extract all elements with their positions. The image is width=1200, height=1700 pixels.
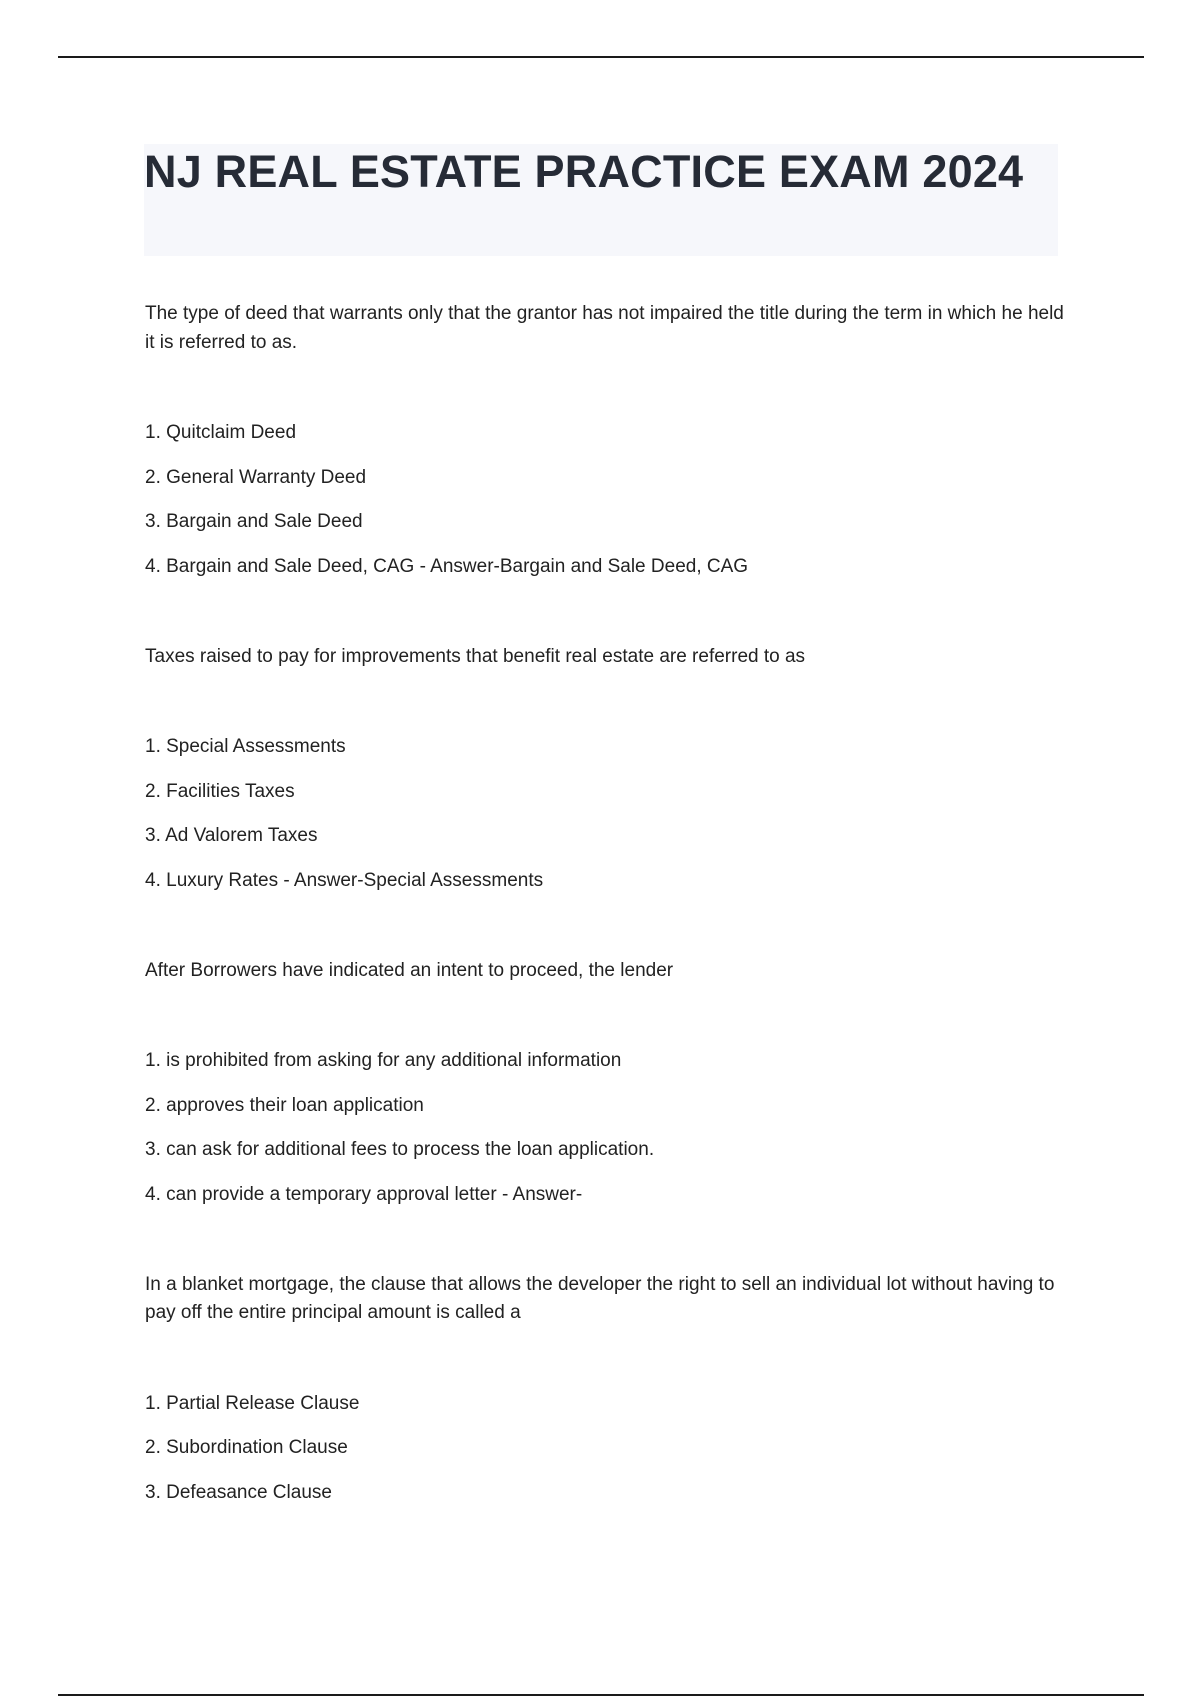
page-title: NJ REAL ESTATE PRACTICE EXAM 2024	[144, 146, 1024, 197]
answer-option: 3. can ask for additional fees to process the loan application.	[145, 1139, 655, 1160]
question-block	[145, 300, 1065, 581]
answer-option: 1. Special Assessments	[145, 736, 346, 757]
answer-option: 2. General Warranty Deed	[145, 466, 367, 488]
answer-options	[145, 419, 1065, 581]
answer-options	[145, 1047, 1065, 1209]
question-list	[145, 300, 1065, 1569]
answer-options	[145, 733, 1065, 895]
question-text: After Borrowers have indicated an intent to proceed, the lender	[145, 959, 674, 981]
answer-option: 1. is prohibited from asking for any additional information	[145, 1050, 622, 1071]
answer-option: 2. Subordination Clause	[145, 1437, 348, 1458]
question-block	[145, 957, 1065, 1209]
question-text: Taxes raised to pay for improvements that benefit real estate are referred to as	[145, 645, 806, 667]
title-banner	[144, 144, 1058, 256]
answer-option: 3. Bargain and Sale Deed	[145, 511, 363, 532]
answer-option: 3. Defeasance Clause	[145, 1481, 332, 1503]
question-text: The type of deed that warrants only that the grantor has not impaired the title during the term in which he held it is referred to as.	[145, 303, 1064, 353]
top-divider	[58, 56, 1144, 58]
bottom-divider	[58, 1694, 1144, 1696]
answer-options	[145, 1390, 1065, 1507]
answer-option: 2. approves their loan application	[145, 1094, 424, 1116]
question-text: In a blanket mortgage, the clause that allows the developer the right to sell an individual lot without having to pay off the entire principal amount is called a	[145, 1273, 1055, 1323]
answer-option: 4. can provide a temporary approval letter - Answer-	[145, 1183, 583, 1205]
answer-option: 4. Luxury Rates - Answer-Special Assessments	[145, 869, 544, 891]
answer-option: 3. Ad Valorem Taxes	[145, 825, 318, 846]
answer-option: 4. Bargain and Sale Deed, CAG - Answer-Bargain and Sale Deed, CAG	[145, 555, 749, 577]
question-block	[145, 643, 1065, 895]
answer-option: 2. Facilities Taxes	[145, 780, 295, 802]
answer-option: 1. Quitclaim Deed	[145, 422, 297, 443]
answer-option: 1. Partial Release Clause	[145, 1392, 360, 1414]
question-block	[145, 1271, 1065, 1507]
